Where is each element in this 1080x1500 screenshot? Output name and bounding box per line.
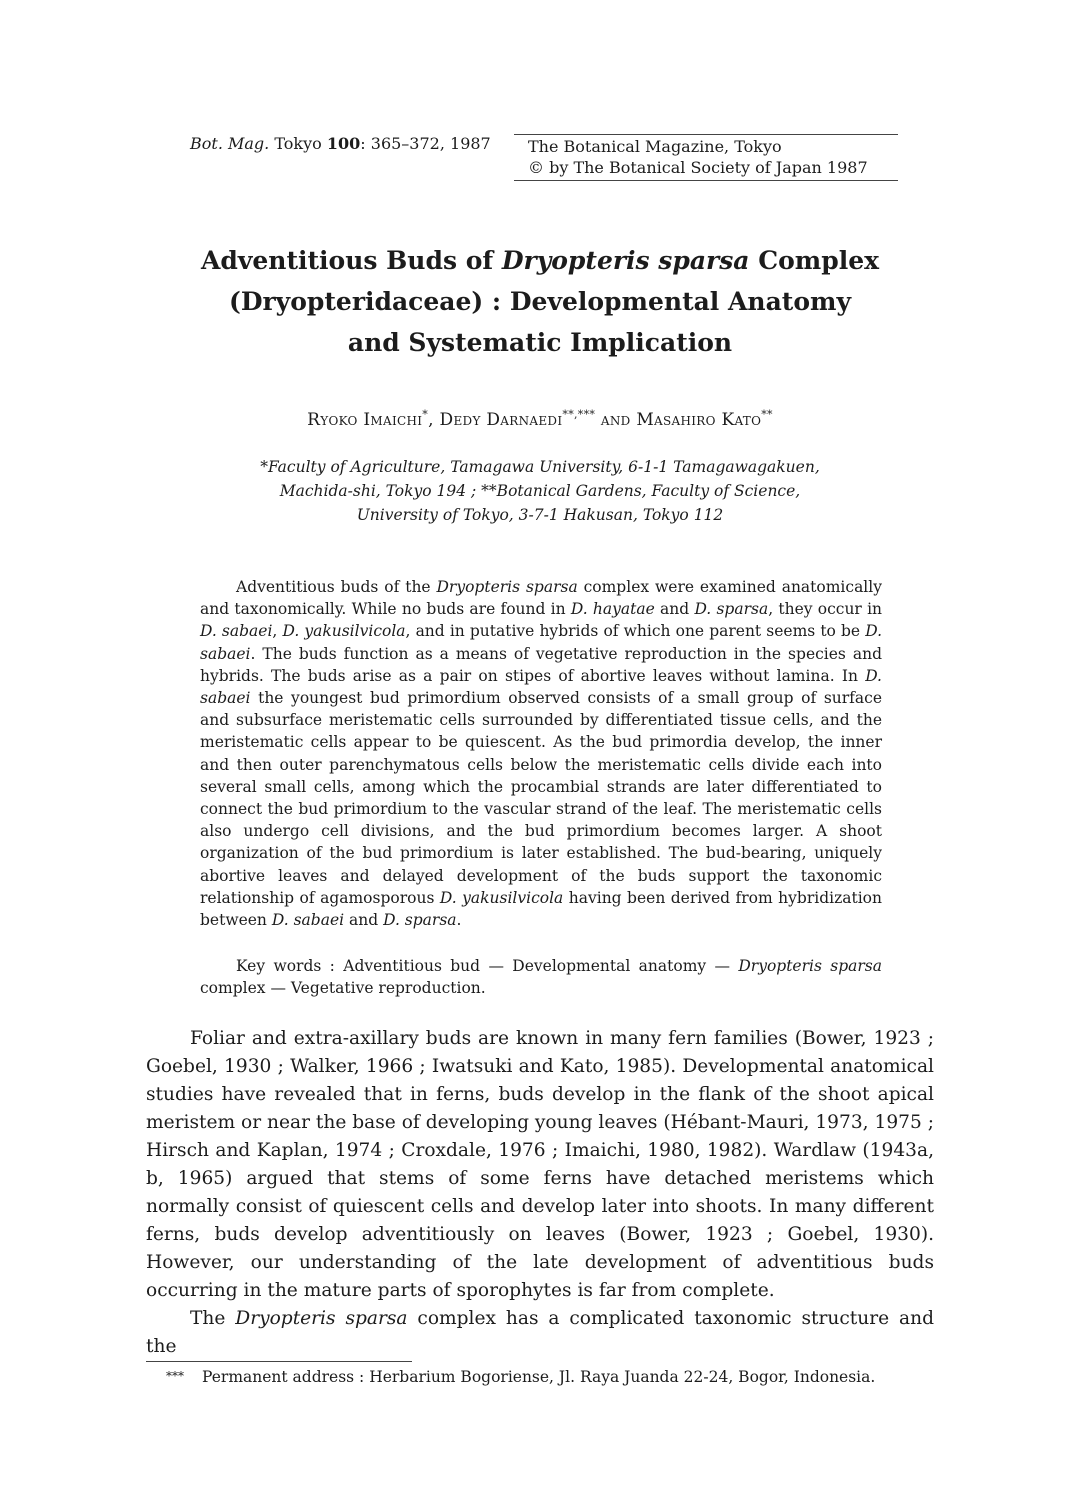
author-1: Ryoko Imaichi [307, 410, 423, 430]
journal-name: The Botanical Magazine, Tokyo [528, 137, 782, 156]
author-list: Ryoko Imaichi*, Dedy Darnaedi**,*** and Masahiro Kato** [307, 408, 773, 430]
body-text [146, 1025, 934, 1361]
footnote [166, 1368, 875, 1386]
citation-city: Tokyo [274, 134, 322, 153]
title-line-1: Adventitious Buds of Dryopteris sparsa Complex [200, 246, 880, 275]
affiliation-line-3: University of Tokyo, 3-7-1 Hakusan, Tokyo 112 [356, 506, 724, 524]
author-2: Dedy Darnaedi [439, 410, 563, 430]
citation-volume: 100 [326, 134, 361, 153]
journal-copyright-box [514, 134, 898, 181]
body-paragraph-1: Foliar and extra-axillary buds are known in many fern families (Bower, 1923 ; Goebel, 1930 ; Walker, 1966 ; Iwatsuki and Kato, 1985). Developmental anatomical studies have revealed that in ferns, buds develop in the flank of the shoot apical meristem or near the base of developing young leaves (Hébant-Mauri, 1973, 1975 ; Hirsch and Kaplan, 1974 ; Croxdale, 1976 ; Imaichi, 1980, 1982). Wardlaw (1943a, b, 1965) argued that stems of some ferns have detached meristems which normally consist of quiescent cells and develop later into shoots. In many different ferns, buds develop adventitiously on leaves (Bower, 1923 ; Goebel, 1930). However, our understanding of the late development of adventitious buds occurring in the mature parts of sporophytes is far from complete. [146, 1028, 934, 1301]
keywords: Key words : Adventitious bud — Developmental anatomy — Dryopteris sparsa complex — Vegetative reproduction. [200, 957, 882, 998]
citation-pages-year: : 365–372, 1987 [360, 134, 491, 153]
affiliation-line-2: Machida-shi, Tokyo 194 ; **Botanical Gardens, Faculty of Science, [279, 482, 801, 500]
keywords-label: Key words : [236, 957, 344, 975]
journal-citation [190, 134, 491, 153]
footnote-rule [146, 1361, 412, 1362]
author-and: and [600, 410, 631, 430]
paper-title [120, 240, 960, 363]
affiliations [200, 455, 880, 527]
title-line-2: (Dryopteridaceae) : Developmental Anatomy [229, 287, 851, 316]
copyright-line: © by The Botanical Society of Japan 1987 [528, 158, 868, 177]
affiliation-line-1: *Faculty of Agriculture, Tamagawa University, 6-1-1 Tamagawagakuen, [260, 458, 820, 476]
citation-journal: Bot. Mag. [190, 134, 270, 153]
body-paragraph-2: The Dryopteris sparsa complex has a complicated taxonomic structure and the [146, 1308, 934, 1357]
title-line-3: and Systematic Implication [347, 328, 733, 357]
footnote-mark: *** [166, 1369, 184, 1383]
abstract: Adventitious buds of the Dryopteris sparsa complex were examined anatomically and taxonomically. While no buds are found in D. hayatae and D. sparsa, they occur in D. sabaei, D. yakusilvicola, and in putative hybrids of which one parent seems to be D. sabaei. The buds function as a means of vegetative reproduction in the species and hybrids. The buds arise as a pair on stipes of abortive leaves without lamina. In D. sabaei the youngest bud primordium observed consists of a small group of surface and subsurface meristematic cells surrounded by differentiated tissue cells, and the meristematic cells appear to be quiescent. As the bud primordia develop, the inner and then outer parenchymatous cells below the meristematic cells divide each into several small cells, among which the procambial strands are later differentiated to connect the bud primordium to the vascular strand of the leaf. The meristematic cells also undergo cell divisions, and the bud primordium becomes larger. A shoot organization of the bud primordium is later established. The bud-bearing, uniquely abortive leaves and delayed development of the buds support the taxonomic relationship of agamosporous D. yakusilvicola having been derived from hybridization between D. sabaei and D. sparsa. [200, 578, 883, 930]
author-3: Masahiro Kato [636, 410, 762, 430]
footnote-text: Permanent address : Herbarium Bogoriense, Jl. Raya Juanda 22-24, Bogor, Indonesia. [202, 1368, 876, 1386]
